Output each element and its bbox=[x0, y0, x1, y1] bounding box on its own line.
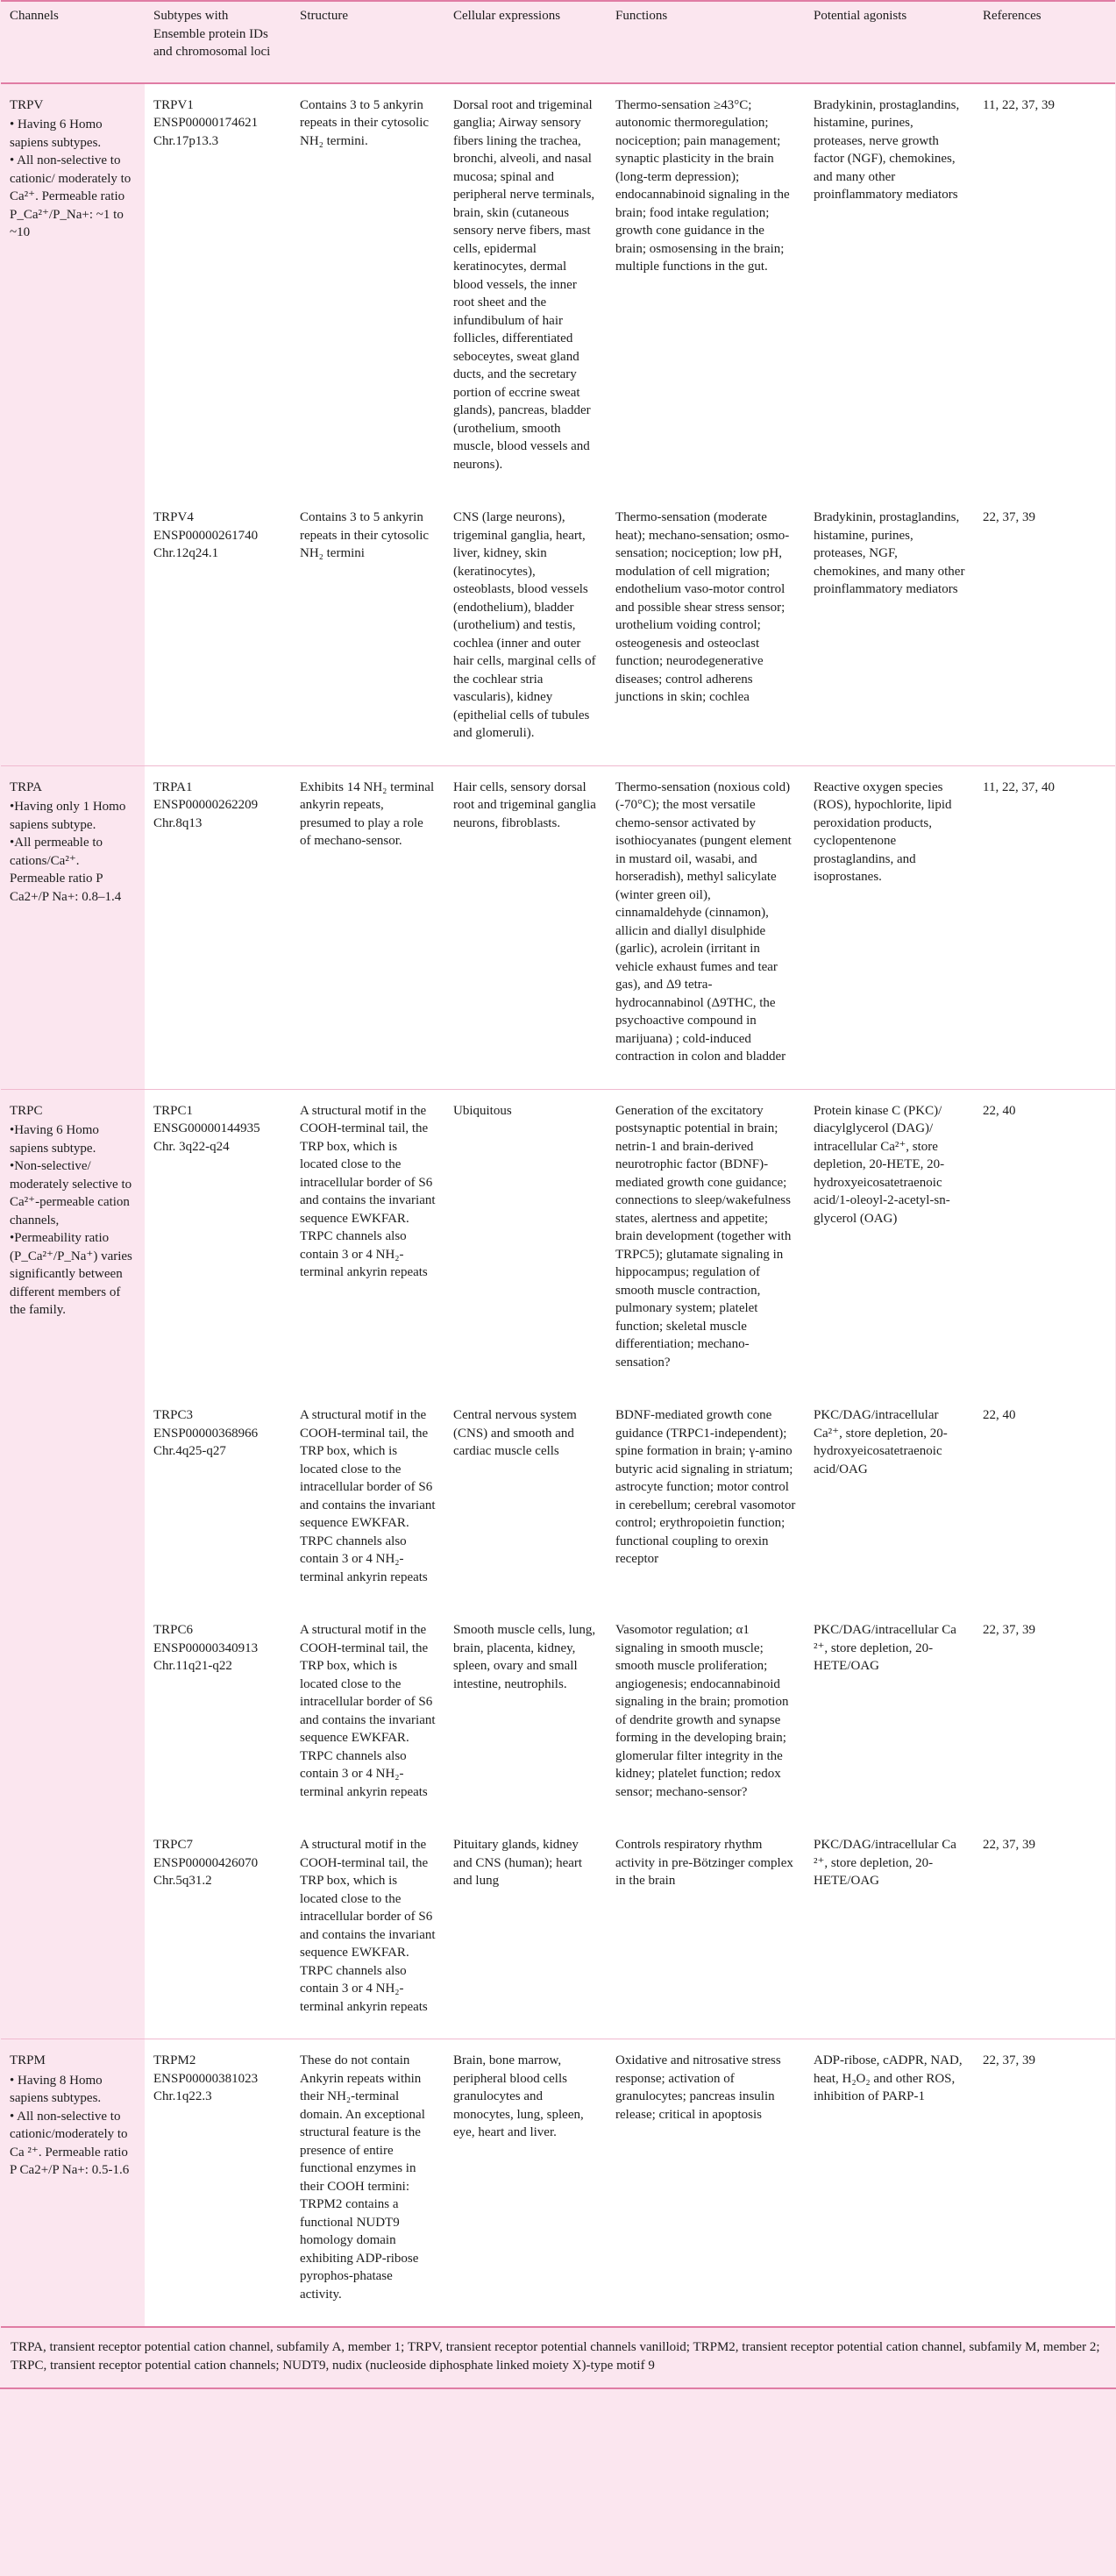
channel-bullet: • All non-selective to cationic/ moderately to Ca²⁺. Permeable ratio P_Ca²⁺/P_Na+: ~1 to ~10 bbox=[10, 153, 132, 239]
table-body bbox=[1, 83, 1115, 2328]
table-footnote: TRPA, transient receptor potential cation channel, subfamily A, member 1; TRPV, transient receptor potential channels vanilloid; TRPM2, transient receptor potential cation channel, subfamily M, member 2; TRPC, transient receptor potential cation channels; NUDT9, nudix (nucleoside diphosphate linked moiety X)-type motif 9 bbox=[0, 2328, 1116, 2389]
channel-cell bbox=[1, 1609, 145, 1824]
channel-cell bbox=[1, 1089, 145, 1394]
table-row bbox=[1, 1824, 1115, 2039]
header-cellular-expressions: Cellular expressions bbox=[444, 1, 607, 83]
channel-cell bbox=[1, 83, 145, 497]
structure-cell: A structural motif in the COOH-terminal tail, the TRP box, which is located close to the intracellular border of S6 and contains the invariant sequence EWKFAR. TRPC channels also contain 3 or 4 NH₂-terminal ankyrin repeats bbox=[291, 1394, 444, 1609]
channel-cell bbox=[1, 1824, 145, 2039]
channel-bullet: •Permeability ratio (P_Ca²⁺/P_Na⁺) varies significantly between different members of the family. bbox=[10, 1231, 132, 1317]
agonists-cell: Protein kinase C (PKC)/ diacylglycerol (DAG)/ intracellular Ca²⁺, store depletion, 20-HETE, 20-hydroxyeicosatetraenoic acid/1-oleoyl-2-acetyl-sn-glycerol (OAG) bbox=[805, 1089, 974, 1394]
table-row bbox=[1, 2039, 1115, 2328]
structure-cell: A structural motif in the COOH-terminal tail, the TRP box, which is located close to the intracellular border of S6 and contains the invariant sequence EWKFAR. TRPC channels also contain 3 or 4 NH₂-terminal ankyrin repeats bbox=[291, 1824, 444, 2039]
channel-cell bbox=[1, 2039, 145, 2328]
header-functions: Functions bbox=[607, 1, 805, 83]
channel-name: TRPC bbox=[10, 1103, 43, 1118]
references-cell: 22, 37, 39 bbox=[974, 2039, 1115, 2328]
expression-cell: Dorsal root and trigeminal ganglia; Airway sensory fibers lining the trachea, bronchi, alveoli, and nasal mucosa; spinal and peripheral nerve terminals, brain, skin (cutaneous sensory nerve fibers, mast cells, epidermal keratinocytes, dermal blood vessels, the inner root sheet and the infundibulum of hair follicles, differentiated seboceytes, sweat gland ducts, and the secretary portion of eccrine sweat glands), pancreas, bladder (urothelium, smooth muscle, blood vessels and neurons). bbox=[444, 83, 607, 497]
table-row bbox=[1, 1089, 1115, 1394]
functions-cell: Generation of the excitatory postsynaptic potential in brain; netrin-1 and brain-derived neurotrophic factor (BDNF)-mediated growth cone guidance; connections to sleep/wakefulness states, alertness and appetite; brain development (together with TRPC5); glutamate signaling in hippocampus; regulation of smooth muscle contraction, pulmonary system; platelet function; skeletal muscle differentiation; mechano-sensation? bbox=[607, 1089, 805, 1394]
subtype-cell: TRPC7 ENSP00000426070 Chr.5q31.2 bbox=[145, 1824, 291, 2039]
functions-cell: Controls respiratory rhythm activity in pre-Bötzinger complex in the brain bbox=[607, 1824, 805, 2039]
channel-bullet: • All non-selective to cationic/moderately to Ca ²⁺. Permeable ratio P Ca2+/P Na+: 0.5-1.6 bbox=[10, 2109, 130, 2177]
agonists-cell: ADP-ribose, cADPR, NAD, heat, H₂O₂ and other ROS, inhibition of PARP-1 bbox=[805, 2039, 974, 2328]
subtype-cell: TRPC1 ENSG00000144935 Chr. 3q22-q24 bbox=[145, 1089, 291, 1394]
trp-channels-table bbox=[1, 0, 1115, 2328]
subtype-cell: TRPM2 ENSP00000381023 Chr.1q22.3 bbox=[145, 2039, 291, 2328]
references-cell: 11, 22, 37, 39 bbox=[974, 83, 1115, 497]
subtype-cell: TRPC3 ENSP00000368966 Chr.4q25-q27 bbox=[145, 1394, 291, 1609]
subtype-cell: TRPA1 ENSP00000262209 Chr.8q13 bbox=[145, 765, 291, 1089]
table-row bbox=[1, 496, 1115, 765]
channel-cell bbox=[1, 1394, 145, 1609]
expression-cell: Hair cells, sensory dorsal root and trigeminal ganglia neurons, fibroblasts. bbox=[444, 765, 607, 1089]
structure-cell: A structural motif in the COOH-terminal tail, the TRP box, which is located close to the intracellular border of S6 and contains the invariant sequence EWKFAR. TRPC channels also contain 3 or 4 NH₂-terminal ankyrin repeats bbox=[291, 1609, 444, 1824]
structure-cell: Contains 3 to 5 ankyrin repeats in their cytosolic NH₂ termini bbox=[291, 496, 444, 765]
functions-cell: Thermo-sensation ≥43°C; autonomic thermoregulation; nociception; pain management; synaptic plasticity in the brain (long-term depression); endocannabinoid signaling in the brain; food intake regulation; growth cone guidance in the brain; osmosensing in the brain; multiple functions in the gut. bbox=[607, 83, 805, 497]
header-row bbox=[1, 1, 1115, 83]
functions-cell: BDNF-mediated growth cone guidance (TRPC1-independent); spine formation in brain; γ-amino butyric acid signaling in striatum; astrocyte function; motor control in cerebellum; cerebral vasomotor control; erythropoietin function; functional coupling to orexin receptor bbox=[607, 1394, 805, 1609]
table-row bbox=[1, 1609, 1115, 1824]
channel-cell bbox=[1, 496, 145, 765]
table-header bbox=[1, 1, 1115, 83]
channel-bullet: •Having 6 Homo sapiens subtype. bbox=[10, 1123, 99, 1156]
expression-cell: Central nervous system (CNS) and smooth and cardiac muscle cells bbox=[444, 1394, 607, 1609]
structure-cell: These do not contain Ankyrin repeats within their NH₂-terminal domain. An exceptional structural feature is the presence of entire functional enzymes in their COOH termini: TRPM2 contains a functional NUDT9 homology domain exhibiting ADP-ribose pyrophos-phatase activity. bbox=[291, 2039, 444, 2328]
expression-cell: CNS (large neurons), trigeminal ganglia, heart, liver, kidney, skin (keratinocytes), osteoblasts, blood vessels (endothelium), bladder (urothelium) and testis, cochlea (inner and outer hair cells, marginal cells of the cochlear stria vascularis), kidney (epithelial cells of tubules and glomeruli). bbox=[444, 496, 607, 765]
agonists-cell: PKC/DAG/intracellular Ca ²⁺, store depletion, 20-HETE/OAG bbox=[805, 1824, 974, 2039]
channel-cell bbox=[1, 765, 145, 1089]
channel-bullet: •All permeable to cations/Ca²⁺. Permeable ratio P Ca2+/P Na+: 0.8–1.4 bbox=[10, 836, 122, 904]
agonists-cell: PKC/DAG/intracellular Ca ²⁺, store depletion, 20-HETE/OAG bbox=[805, 1609, 974, 1824]
references-cell: 22, 40 bbox=[974, 1089, 1115, 1394]
agonists-cell: Bradykinin, prostaglandins, histamine, purines, proteases, NGF, chemokines, and many other proinflammatory mediators bbox=[805, 496, 974, 765]
structure-cell: Exhibits 14 NH₂ terminal ankyrin repeats, presumed to play a role of mechano-sensor. bbox=[291, 765, 444, 1089]
header-channels: Channels bbox=[1, 1, 145, 83]
references-cell: 22, 37, 39 bbox=[974, 1824, 1115, 2039]
structure-cell: A structural motif in the COOH-terminal tail, the TRP box, which is located close to the intracellular border of S6 and contains the invariant sequence EWKFAR. TRPC channels also contain 3 or 4 NH₂-terminal ankyrin repeats bbox=[291, 1089, 444, 1394]
functions-cell: Oxidative and nitrosative stress response; activation of granulocytes; pancreas insulin release; critical in apoptosis bbox=[607, 2039, 805, 2328]
expression-cell: Pituitary glands, kidney and CNS (human); heart and lung bbox=[444, 1824, 607, 2039]
header-subtypes: Subtypes with Ensemble protein IDs and chromosomal loci bbox=[145, 1, 291, 83]
references-cell: 22, 40 bbox=[974, 1394, 1115, 1609]
structure-cell: Contains 3 to 5 ankyrin repeats in their cytosolic NH₂ termini. bbox=[291, 83, 444, 497]
agonists-cell: Bradykinin, prostaglandins, histamine, purines, proteases, nerve growth factor (NGF), chemokines, and many other proinflammatory mediators bbox=[805, 83, 974, 497]
channel-bullet: • Having 6 Homo sapiens subtypes. bbox=[10, 117, 103, 150]
agonists-cell: PKC/DAG/intracellular Ca²⁺, store depletion, 20-hydroxyeicosatetraenoic acid/OAG bbox=[805, 1394, 974, 1609]
header-structure: Structure bbox=[291, 1, 444, 83]
table-row bbox=[1, 765, 1115, 1089]
functions-cell: Thermo-sensation (moderate heat); mechano-sensation; osmo-sensation; nociception; low pH, modulation of cell migration; endothelium vaso-motor control and possible shear stress sensor; urothelium voiding control; osteogenesis and osteoclast function; neurodegenerative diseases; control adherens junctions in skin; cochlea bbox=[607, 496, 805, 765]
references-cell: 22, 37, 39 bbox=[974, 496, 1115, 765]
channel-name: TRPA bbox=[10, 779, 42, 794]
expression-cell: Ubiquitous bbox=[444, 1089, 607, 1394]
channel-name: TRPV bbox=[10, 97, 44, 112]
agonists-cell: Reactive oxygen species (ROS), hypochlorite, lipid peroxidation products, cyclopentenone prostaglandins, and isoprostanes. bbox=[805, 765, 974, 1089]
subtype-cell: TRPV1 ENSP00000174621 Chr.17p13.3 bbox=[145, 83, 291, 497]
channel-bullet: • Having 8 Homo sapiens subtypes. bbox=[10, 2073, 103, 2105]
channel-bullet: •Having only 1 Homo sapiens subtype. bbox=[10, 800, 126, 832]
subtype-cell: TRPV4 ENSP00000261740 Chr.12q24.1 bbox=[145, 496, 291, 765]
functions-cell: Vasomotor regulation; α1 signaling in smooth muscle; smooth muscle proliferation; angiogenesis; endocannabinoid signaling in the brain; promotion of dendrite growth and synapse forming in the developing brain; glomerular filter integrity in the kidney; platelet function; redox sensor; mechano-sensor? bbox=[607, 1609, 805, 1824]
references-cell: 11, 22, 37, 40 bbox=[974, 765, 1115, 1089]
table-row bbox=[1, 83, 1115, 497]
table-row bbox=[1, 1394, 1115, 1609]
subtype-cell: TRPC6 ENSP00000340913 Chr.11q21-q22 bbox=[145, 1609, 291, 1824]
functions-cell: Thermo-sensation (noxious cold) (-70°C); the most versatile chemo-sensor activated by isothiocyanates (pungent element in mustard oil, wasabi, and horseradish), methyl salicylate (winter green oil), cinnamaldehyde (cinnamon), allicin and diallyl disulphide (garlic), acrolein (irritant in vehicle exhaust fumes and tear gas), and Δ9 tetra-hydrocannabinol (Δ9THC, the psychoactive compound in marijuana) ; cold-induced contraction in colon and bladder bbox=[607, 765, 805, 1089]
channel-name: TRPM bbox=[10, 2053, 46, 2067]
header-references: References bbox=[974, 1, 1115, 83]
header-potential-agonists: Potential agonists bbox=[805, 1, 974, 83]
expression-cell: Brain, bone marrow, peripheral blood cells granulocytes and monocytes, lung, spleen, eye, heart and liver. bbox=[444, 2039, 607, 2328]
expression-cell: Smooth muscle cells, lung, brain, placenta, kidney, spleen, ovary and small intestine, neutrophils. bbox=[444, 1609, 607, 1824]
references-cell: 22, 37, 39 bbox=[974, 1609, 1115, 1824]
channel-bullet: •Non-selective/ moderately selective to Ca²⁺-permeable cation channels, bbox=[10, 1159, 132, 1228]
